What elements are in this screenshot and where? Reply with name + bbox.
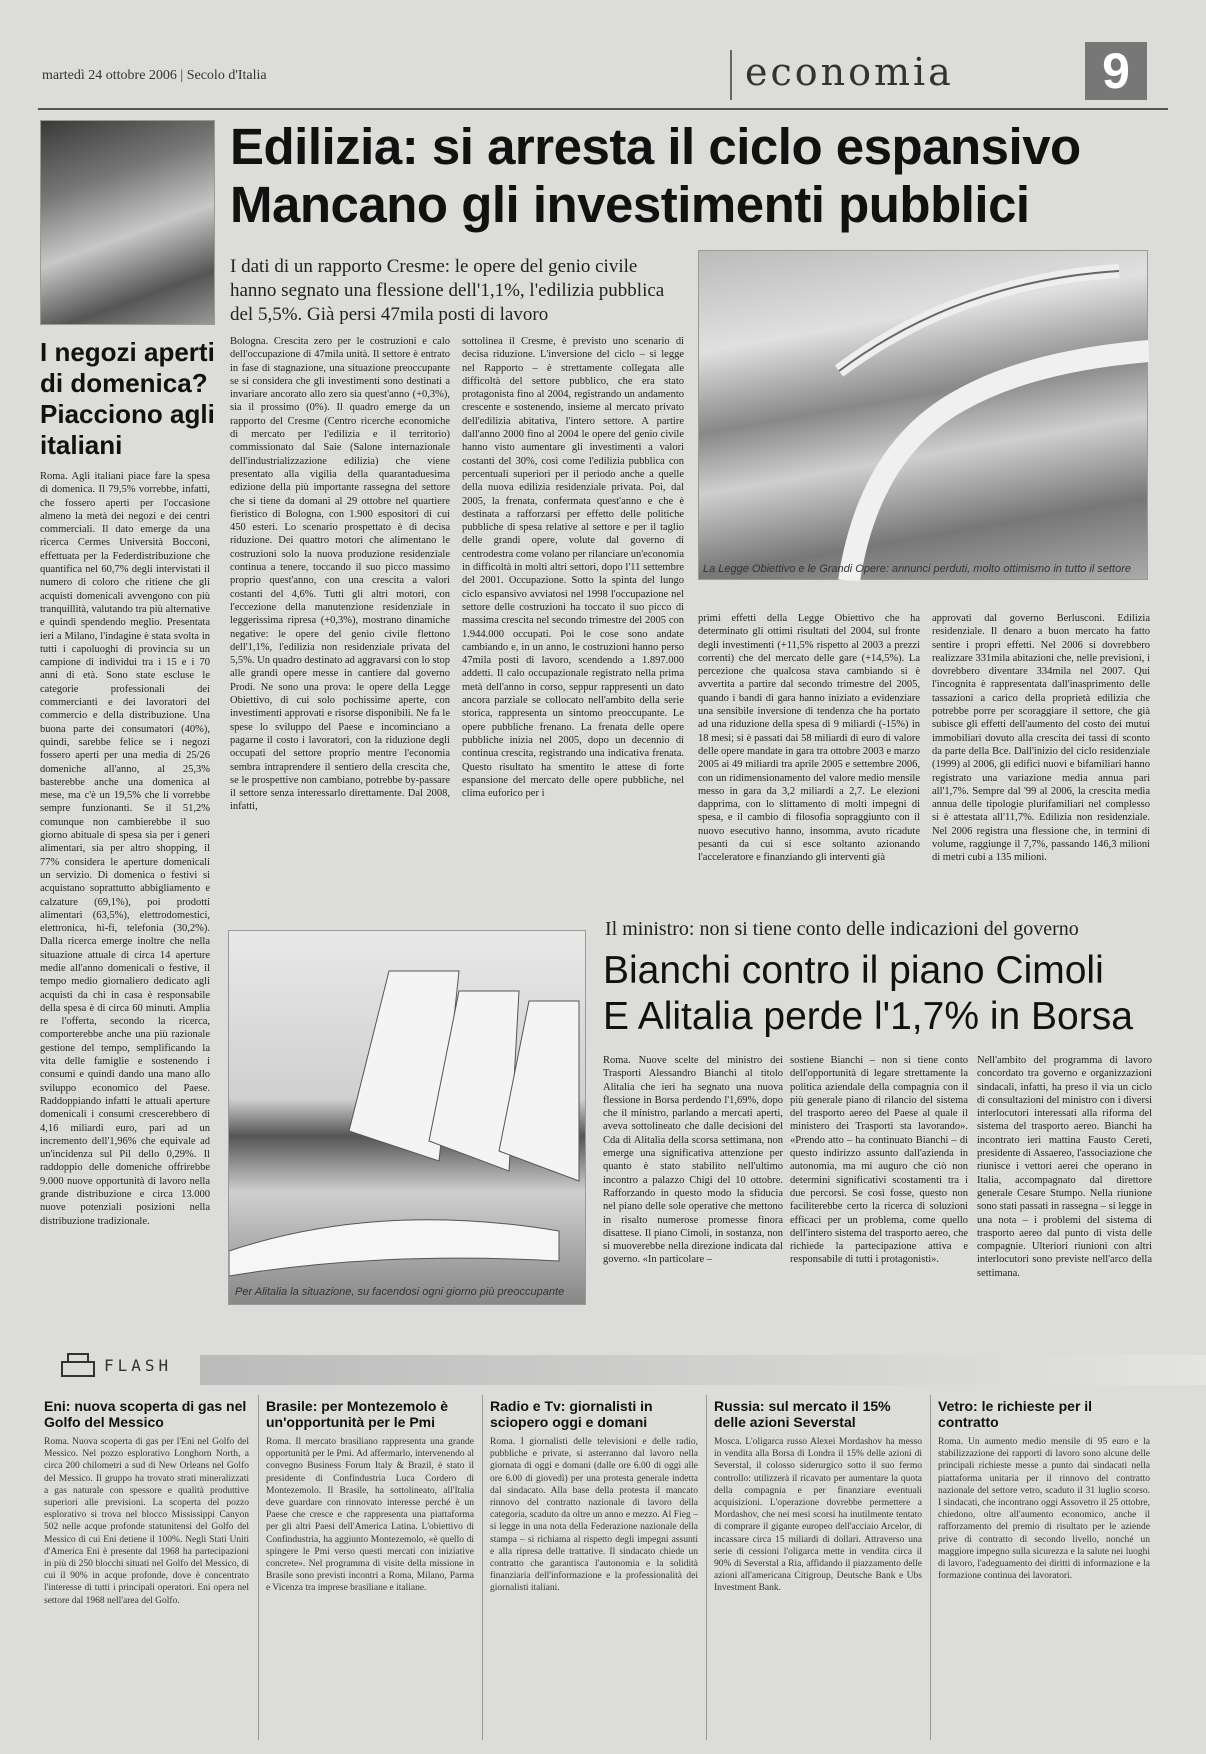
brief-divider [482,1395,483,1740]
main-article-col4: approvati dal governo Berlusconi. Edilizia residenziale. Il denaro a buon mercato ha fatto sentire i propri effetti. Nel 2006 si dovrebbero realizzare 331mila abitazioni che, nelle previsioni, i dovrebbero diventare 334mila nel 2007. Qui l'incognita è rappresentata dall'inasprimento delle tassazioni a carico della proprietà edilizia che potrebbe porre per scoraggiare il settore, che già subisce gli effetti dell'aumento del costo dei mutui immobiliari dovuto alla crescita dei tassi di sconto da parte della Bce. Dall'inizio del ciclo residenziale (1999) al 2006, gli edifici nuovi e bifamiliari hanno registrato una variazione media annua pari all'1,7%. Sempre dal '99 al 2006, la crescita media annua delle tipologie plurifamiliari nel complesso si è attestata all'11,7%. Edilizia non residenziale. Nel 2006 registra una flessione che, in termini di volume, raggiunge il 7,7%, passando 146,3 milioni di metri cubi a 135 milioni. [932,613,1150,864]
brief-brasile [266,1398,474,1736]
main-subheadline: I dati di un rapporto Cresme: le opere del genio civile hanno segnato una flessione dell'1,1%, l'edilizia pubblica del 5,5%. Già persi 47mila posti di lavoro [230,256,665,325]
brief-vetro [938,1398,1150,1736]
plane-tails-illustration [229,931,587,1306]
brief-title: Brasile: per Montezemolo è un'opportunità per le Pmi [266,1398,449,1430]
main-headline-line1: Edilizia: si arresta il ciclo espansivo [230,118,1081,175]
alitalia-article-col1: Roma. Nuove scelte del ministro dei Trasporti Alessandro Bianchi al titolo Alitalia che ieri ha segnato una nuova flessione in Borsa perdendo l'1,69%, dopo che il ministro, parlando a mercati aperti, aveva sottolineato che dalle decisioni del Cda di Alitalia della scorsa settimana, non emerge una significativa attenzione per quanto è stato stabilito nell'ultimo incontro a palazzo Chigi del 10 ottobre. Rafforzando in questo modo la sfiducia nel piano delle sole operative che mettono in risalto numerose promesse finora disattese. Il piano Cimoli, in sostanza, non si muoverebbe nella direzione indicata dal governo. «In particolare – [603,1055,783,1266]
alitalia-kicker: Il ministro: non si tiene conto delle indicazioni del governo [605,918,1079,940]
shoppers-photo [40,120,215,325]
viaduct-caption: La Legge Obiettivo e le Grandi Opere: annunci perduti, molto ottimismo in tutto il settore [703,563,1132,575]
main-headline [230,118,1160,234]
flash-band [200,1355,1206,1385]
brief-body: Roma. Il mercato brasiliano rappresenta una grande opportunità per le Pmi. Ad affermarlo, intervenendo al convegno Business Forum Italy & Brazil, è stato il presidente di Confindustria Luca Cordero di Montezemolo. Il Brasile, ha sottolineato, all'Italia deve guardare con rinnovato interesse perché è un Paese che cresce e che rappresenta una piattaforma per gli altri Paesi dell'America Latina. L'obiettivo di Confindustria, ha aggiunto Montezemolo, «è quello di spingere le Pmi verso questi mercati con iniziative concrete». Nel programma di visite della missione in Brasile sono previsti incontri a Roma, Milano, Parma e Vicenza tra imprese brasiliane e italiane. [266,1437,474,1594]
main-article-col1: Bologna. Crescita zero per le costruzioni e calo dell'occupazione di 47mila unità. Il settore è entrato in fase di stagnazione, una situazione preoccupante se si considera che gli investimenti sono destinati a invariare ancorato allo zero sia quest'anno (+0,3%), sia il prossimo (0%). Il quadro emerge da un rapporto del Cresme (Centro ricerche economiche di mercato per l'edilizia e il territorio) commissionato dal Saie (Salone internazionale dell'industrializzazione edilizia) che viene presentato alla vigilia della quarantaduesima edizione della più importante rassegna del settore che si tiene da domani al 29 ottobre nel quartiere fieristico di Bologna, con 1.900 espositori di cui 450 esteri. Lo scenario prospettato è di decisa riduzione. Dei quattro motori che alimentano le costruzioni solo la nuova produzione residenziale continua a tenere, toccando il suo picco massimo proprio quest'anno, con una crescita a valori costanti del 4,6%. Tutti gli altri motori, con l'eccezione della manutenzione residenziale in leggerissima ripresa (+0,3%), mostrano dinamiche negative: le opere del genio civile flettono dell'1,1%, l'edilizia non residenziale privata del 5,5%. Un quadro destinato ad aggravarsi con lo stop alle grandi opere messe in cantiere dal governo Prodi. Ne sono una prova: le opere della Legge Obiettivo, di cui solo pochissime aperte, con investimenti approvati e risorse disponibili. Ne fa le spese lo sviluppo del Paese e incominciano a pagarne il costo i lavoratori, con la riduzione degli occupati del settore proprio mentre l'economia sembra intraprendere il sentiero della crescita che, se le prospettive non cambiano, potrebbe by-passare il settore senza interessarlo direttamente. Dal 2008, infatti, [230,336,450,813]
main-headline-line2: Mancano gli investimenti pubblici [230,176,1030,233]
brief-divider [930,1395,931,1740]
alitalia-headline-line1: Bianchi contro il piano Cimoli [603,949,1104,992]
page-number: 9 [1085,42,1147,100]
brief-radio-tv [490,1398,698,1736]
date-line: martedì 24 ottobre 2006 | Secolo d'Italia [42,68,267,83]
flash-label: FLASH [104,1356,173,1375]
section-title: economia [745,50,954,94]
alitalia-article-col2: sostiene Bianchi – non si tiene conto dell'opportunità di legare strettamente la politica aziendale della compagnia con il più generale piano di rilancio del sistema del trasporto aereo del Paese al quale il ministero dei Trasporti sta lavorando». «Prendo atto – ha continuato Bianchi – di questo indirizzo assunto dall'azienda in autonomia, ma mi auguro che ciò non determini significativi scostamenti tra i due percorsi. Se così fosse, questo non faciliterebbe certo la ricerca di soluzioni efficaci per un problema, come quello dell'intero sistema del trasporto aereo, che richiede la partecipazione attiva e responsabile di tutti i protagonisti». [790,1055,968,1266]
brief-body: Mosca. L'oligarca russo Alexei Mordashov ha messo in vendita alla Borsa di Londra il 15% delle azioni di Severstal, il colosso siderurgico sotto il suo fermo controllo: utilizzerà il ricavato per aumentare la quota della compagnia e per finanziare eventuali acquisizioni. L'operazione dovrebbe permettere a Mordashov, che nei mesi scorsi ha inutilmente tentato di comprare il gigante europeo dell'acciaio Arcelor, di incassare circa 15 miliardi di dollari. Attraverso una serie di cessioni l'oligarca mette in vendita circa il 90% di Severstal a Ria, affidando il piazzamento delle azioni all'americana Citigroup, Deutsche Bank e Ubs Investment Bank. [714,1437,922,1594]
alitalia-planes-photo [228,930,586,1305]
brief-title: Eni: nuova scoperta di gas nel Golfo del Messico [44,1398,247,1430]
header-rule [38,108,1168,110]
alitalia-caption: Per Alitalia la situazione, su facendosi ogni giorno più preoccupante [235,1286,565,1298]
brief-body: Roma. Nuova scoperta di gas per l'Eni nel Golfo del Messico. Nel pozzo esplorativo Longhorn North, a circa 200 chilometri a sud di New Orleans nel Golfo del Messico. Il gruppo ha trovato strati mineralizzati a gas naturale con spessore e qualità produttive superiori alle previsioni. La scoperta del pozzo esplorativo si trova nel blocco Mississippi Canyon 502 nelle acque profonde statunitensi del Golfo del Messico di cui Eni detiene il 100%. Negli Stati Uniti d'America Eni è presente dal 1968 ha partecipazioni in più di 250 blocchi situati nel Golfo del Messico, di cui il 90% in acque profonde, dove è concentrato l'interesse di tutti i principali operatori. Eni opera nel settore dal 1968 nell'area del Golfo. [44,1437,249,1606]
header-divider [730,50,732,100]
brief-eni [44,1398,249,1736]
brief-divider [258,1395,259,1740]
alitalia-article-col3: Nell'ambito del programma di lavoro concordato tra governo e organizzazioni sindacali, infatti, ha preso il via un ciclo di consultazioni del ministro con i diversi interlocutori interessati alla riforma del sistema del trasporto aereo. Bianchi ha incontrato ieri mattina Fausto Cereti, presidente di Assaereo, l'associazione che riunisce i vettori aerei che operano in Italia, accompagnato dal direttore generale Cesare Stumpo. Nella riunione sono stati passati in rassegna – si legge in una nota – i problemi del sistema di trasporto aereo dal punto di vista delle compagnie. Ulteriori riunioni con altri interlocutori sono previste nell'arco della settimana. [977,1055,1152,1279]
brief-divider [706,1395,707,1740]
brief-body: Roma. I giornalisti delle televisioni e delle radio, pubbliche e private, si asterranno dal lavoro nella giornata di oggi e domani (dalle ore 6.00 di oggi alle ore 6.00 di giovedì) per una protesta generale indetta dal sindacato. Alla base della protesta il mancato rinnovo del contratto nazionale di lavoro della categoria, scaduto da oltre un anno e mezzo. Al Fieg – si legge in una nota della Federazione nazionale della stampa – si richiama al rispetto degli impegni assunti e alla ripresa delle trattative. Il sindacato chiede un contratto che garantisca l'autonomia e la solidità finanziaria dell'informazione e la professionalità dei giornalisti italiani. [490,1437,698,1594]
brief-title: Vetro: le richieste per il contratto [938,1398,1093,1430]
alitalia-headline [603,948,1163,1040]
typewriter-icon [58,1350,100,1380]
main-article-col3: primi effetti della Legge Obiettivo che ha determinato gli ottimi risultati del 2004, sul fronte degli investimenti (+11,5% rispetto al 2003 a prezzi correnti) che del mercato delle gare (+14,5%). La percezione che qualcosa stava cambiando si è avvertita a partire dal secondo trimestre del 2005, quando i bandi di gara hanno iniziato a evidenziare una sensibile inversione di tendenza che ha portato ad una riduzione della spesa di 9 miliardi (-15%) in 18 mesi; si è passati dai 58 miliardi di euro di valore delle opere mandate in gara tra ottobre 2003 e marzo 2005 ai 49 miliardi tra aprile 2005 e settembre 2006, con un ridimensionamento del valore medio mensile messo in gara da 3,2 miliardi a 2,7. Le elezioni dapprima, con lo slittamento di molti impegni di spesa, e il cambio di filosofia sopraggiunto con il nuovo esecutivo hanno, insomma, avuto ricadute pesanti da cui si esce soltanto azionando l'acceleratore e finanziando gli interventi già [698,613,920,864]
brief-body: Roma. Un aumento medio mensile di 95 euro e la stabilizzazione dei rapporti di lavoro sono alcune delle principali richieste messe a punto dai sindacati nella piattaforma unitaria per il rinnovo del contratto nazionale del settore vetro, scaduto il 31 luglio scorso. I sindacati, che incontrano oggi Assovetro il 25 ottobre, chiedono, oltre all'aumento economico, anche il rafforzamento del premio di risultato per le aziende prive di contratto di secondo livello, nonché un maggiore impegno sulla sicurezza e la salute nei luoghi di lavoro, l'adeguamento dei diritti di informazione e la formazione continua dei lavoratori. [938,1437,1150,1582]
brief-title: Radio e Tv: giornalisti in sciopero oggi e domani [490,1398,653,1430]
brief-title: Russia: sul mercato il 15% delle azioni Severstal [714,1398,891,1430]
brief-russia [714,1398,922,1736]
sidebar-article-text: Roma. Agli italiani piace fare la spesa di domenica. Il 79,5% vorrebbe, infatti, che fossero aperti per l'occasione almeno la metà dei negozi e dei centri commerciali. Il dato emerge da una ricerca Cermes Università Bocconi, effettuata per la Federdistribuzione che quantifica nel 60,7% degli intervistati il numero di coloro che ritiene che gli acquisti domenicali avvengono con più tranquillità, valutando tra più alternative e quindi spendendo meglio. Presentata ieri a Milano, l'indagine è stata svolta in tutti i capoluoghi di provincia su un campione di individui tra i 15 e i 70 anni di età. Sono state escluse le categorie professionali dei commercianti e dei lavoratori del commercio e della distribuzione. Una buona parte dei consumatori (40%), quindi, sarebbe felice se i negozi fossero aperti per una media di 25/26 domeniche all'anno, al 25,3% basterebbe anche una domenica al mese, ma c'è un 19,5% che li vorrebbe sempre funzionanti. Se il 51,2% comunque non cambierebbe il suo giorno abituale di spesa sia per i generi alimentari, sia per altro shopping, il 77% considera le aperture domenicali un servizio. Di domenica o festivi si acquistano soprattutto abbigliamento e calzature (69,1%), poi prodotti alimentari (63,5%), elettrodomestici, elettronica, hi-fi, telefonia (30,2%). Dalla ricerca emerge inoltre che nella situazione attuale di circa 14 aperture medie all'anno domenicali o festive, il tempo medio giornaliero dedicato agli acquisti da chi in casa è responsabile della spesa è di circa 60 minuti. Amplia re l'offerta, secondo la ricerca, comporterebbe anche una più razionale gestione del tempo, semplificando la vita delle famiglie e sostenendo i consumi e quindi dando una mano allo sviluppo economico del Paese. Raddoppiando infatti le attuali aperture domenicali i consumi crescerebbero di 4,16 miliardi euro, pari ad un incremento dell'1,96% che equivale ad un'incidenza sul Pil dello 0,29%. Il raddoppio delle domeniche offrirebbe 9.000 nuove opportunità di lavoro nella grande distribuzione e circa 13.000 nuove potenziali posizioni nella distribuzione tradizionale. [40,471,210,1227]
viaduct-photo [698,250,1148,580]
viaduct-illustration [699,251,1149,581]
sidebar-headline: I negozi aperti di domenica? Piacciono agli italiani [40,337,215,460]
alitalia-headline-line2: E Alitalia perde l'1,7% in Borsa [603,995,1133,1038]
main-article-col2: sottolinea il Cresme, è previsto uno scenario di decisa riduzione. L'inversione del ciclo – si legge nel Rapporto – è strettamente collegata alle difficoltà del settore pubblico, che era stato protagonista fino al 2004, registrando un andamento crescente e sostenendo, insieme al mercato privato dell'edilizia abitativa, l'intero settore. A partire dall'anno 2000 fino al 2004 le opere del genio civile hanno visto aumentare gli investimenti a valori costanti del 30%, così come l'edilizia pubblica con percentuali superiori per il periodo anche a quelle della nuova edilizia residenziale privata. Poi, dal 2005, la frenata, confermata quest'anno e che è destinata a rafforzarsi per effetto delle politiche pubbliche di spesa relative al settore e per il taglio delle grandi opere, volute dal governo di centrodestra come volano per rilanciare un'economia in difficoltà in molti altri settori, dopo l'11 settembre del 2001. Occupazione. Sotto la spinta del lungo ciclo espansivo avviatosi nel 1998 l'occupazione nel settore delle costruzioni ha toccato il suo picco di massima crescita nel secondo trimestre del 2005 con 1.944.000 occupati. Poi le cose sono andate cambiando e, in un anno, le costruzioni hanno perso 47mila posti di lavoro, scendendo a 1.897.000 addetti. Il calo occupazionale registrato nella prima metà dell'anno in corso, seppur rappresenti un dato ancora parziale se collocato nell'ambito della serie storica, rappresenta un sintomo preoccupante. Le opere pubbliche frenano. La frenata delle opere pubbliche inizia nel 2005, dopo un decennio di continua crescita, registrando una indicativa frenata. Questo risultato ha smentito le attese di forte espansione del mercato delle opere pubbliche, nel clima euforico per i [462,336,684,800]
